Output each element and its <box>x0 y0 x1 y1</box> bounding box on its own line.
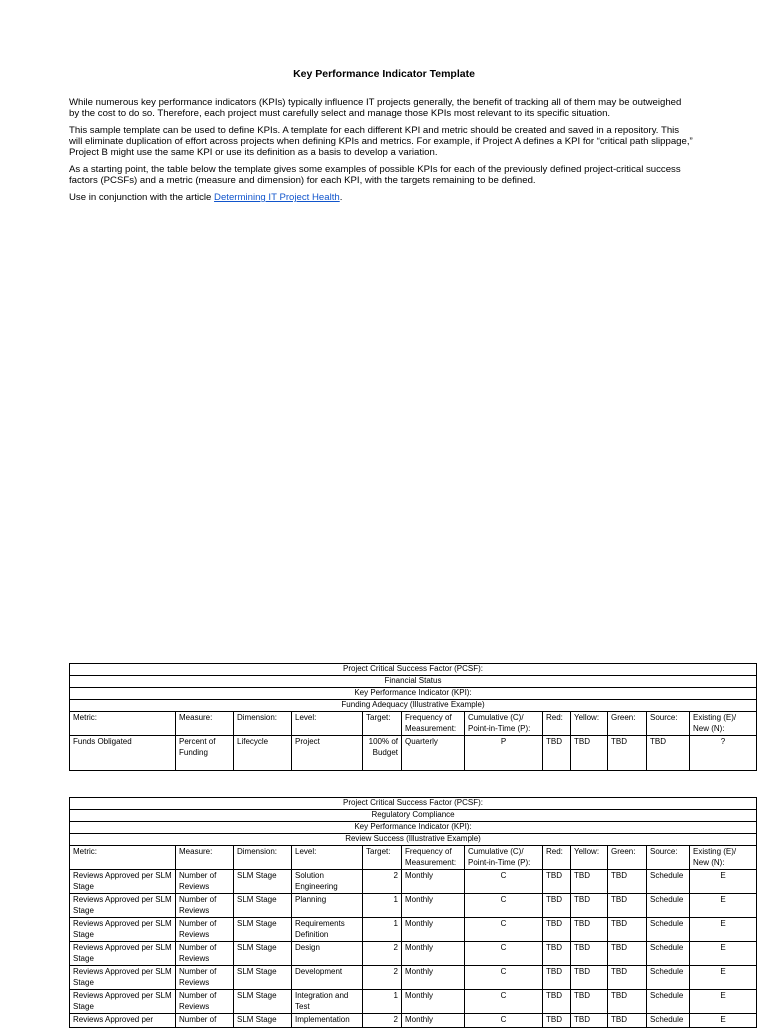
table-cell: 1 <box>363 894 402 918</box>
table-cell: TBD <box>608 736 647 771</box>
table-cell: TBD <box>608 1014 647 1028</box>
table-cell: Project <box>292 736 363 771</box>
table-cell: 1 <box>363 918 402 942</box>
banner-cell: Review Success (Illustrative Example) <box>70 834 757 846</box>
table-row <box>70 1014 757 1028</box>
table-cell: C <box>465 1014 543 1028</box>
column-header: Yellow: <box>571 712 608 736</box>
table-cell: E <box>690 966 757 990</box>
column-header: Frequency of Measurement: <box>402 846 465 870</box>
header-row <box>70 846 757 870</box>
table-cell: C <box>465 942 543 966</box>
table-cell: Requirements Definition <box>292 918 363 942</box>
intro-paragraph: As a starting point, the table below the template gives some examples of possible KPIs for each of the previously defined project-critical success factors (PCSFs) and a metric (measure and dimension) for each KPI, with the targets remaining to be defined. <box>69 164 681 186</box>
table-cell: TBD <box>571 966 608 990</box>
column-header: Level: <box>292 846 363 870</box>
column-header: Measure: <box>176 846 234 870</box>
table-cell: Monthly <box>402 918 465 942</box>
table-cell: Planning <box>292 894 363 918</box>
banner-cell: Project Critical Success Factor (PCSF): <box>70 798 757 810</box>
column-header: Green: <box>608 712 647 736</box>
table-row <box>70 870 757 894</box>
table-cell: TBD <box>571 1014 608 1028</box>
banner-row <box>70 834 757 846</box>
banner-cell: Regulatory Compliance <box>70 810 757 822</box>
banner-row <box>70 700 757 712</box>
table-cell: TBD <box>571 870 608 894</box>
usage-prefix: Use in conjunction with the article <box>69 192 215 203</box>
table-cell: SLM Stage <box>234 894 292 918</box>
table-cell: TBD <box>543 1014 571 1028</box>
table-cell: TBD <box>608 918 647 942</box>
table-cell: Solution Engineering <box>292 870 363 894</box>
table-cell: SLM Stage <box>234 1014 292 1028</box>
table-cell: TBD <box>608 894 647 918</box>
table-cell: 1 <box>363 990 402 1014</box>
banner-cell: Project Critical Success Factor (PCSF): <box>70 664 757 676</box>
column-header: Dimension: <box>234 712 292 736</box>
usage-paragraph <box>69 192 694 203</box>
table-cell: TBD <box>571 736 608 771</box>
table-row <box>70 990 757 1014</box>
table-cell: Reviews Approved per SLM Stage <box>70 966 176 990</box>
banner-row <box>70 810 757 822</box>
table-cell: 2 <box>363 1014 402 1028</box>
table-cell: TBD <box>543 894 571 918</box>
table-cell: C <box>465 894 543 918</box>
column-header: Target: <box>363 712 402 736</box>
table-cell: SLM Stage <box>234 966 292 990</box>
table-cell: Funds Obligated <box>70 736 176 771</box>
table-cell: Monthly <box>402 942 465 966</box>
column-header: Metric: <box>70 712 176 736</box>
table-cell: TBD <box>571 894 608 918</box>
table-cell: TBD <box>571 918 608 942</box>
table-cell: C <box>465 966 543 990</box>
column-header: Level: <box>292 712 363 736</box>
table-cell: Reviews Approved per SLM Stage <box>70 918 176 942</box>
usage-suffix: . <box>339 192 343 203</box>
table-cell: TBD <box>608 870 647 894</box>
table-cell: Schedule <box>647 870 690 894</box>
column-header: Green: <box>608 846 647 870</box>
header-row <box>70 712 757 736</box>
table-cell: Schedule <box>647 894 690 918</box>
table-cell: Integration and Test <box>292 990 363 1014</box>
table-cell: TBD <box>608 966 647 990</box>
table-cell: Reviews Approved per SLM Stage <box>70 870 176 894</box>
table-cell: TBD <box>543 990 571 1014</box>
banner-cell: Key Performance Indicator (KPI): <box>70 822 757 834</box>
table-cell: P <box>465 736 543 771</box>
kpi-table-regulatory-compliance <box>69 797 757 1028</box>
column-header: Yellow: <box>571 846 608 870</box>
table-cell: Development <box>292 966 363 990</box>
table-row <box>70 942 757 966</box>
column-header: Metric: <box>70 846 176 870</box>
intro-paragraph: While numerous key performance indicators (KPIs) typically influence IT projects generally, the benefit of tracking all of them may be outweighed by the cost to do so. Therefore, each project must carefully select and manage those KPIs most relevant to its specific situation. <box>69 97 682 119</box>
table-cell: Lifecycle <box>234 736 292 771</box>
table-cell: SLM Stage <box>234 918 292 942</box>
table-cell: TBD <box>571 942 608 966</box>
column-header: Measure: <box>176 712 234 736</box>
column-header: Cumulative (C)/ Point-in-Time (P): <box>465 712 543 736</box>
table-cell: 2 <box>363 870 402 894</box>
column-header: Cumulative (C)/ Point-in-Time (P): <box>465 846 543 870</box>
table-cell: Number of Reviews <box>176 894 234 918</box>
table-cell: TBD <box>608 942 647 966</box>
table-cell: E <box>690 990 757 1014</box>
table-cell: E <box>690 894 757 918</box>
table-cell: Schedule <box>647 942 690 966</box>
column-header: Source: <box>647 712 690 736</box>
intro-text <box>69 97 694 209</box>
table-cell: C <box>465 870 543 894</box>
table-cell: E <box>690 870 757 894</box>
table-cell: Implementation <box>292 1014 363 1028</box>
document-title: Key Performance Indicator Template <box>293 68 475 80</box>
table-cell: Number of Reviews <box>176 870 234 894</box>
column-header: Existing (E)/ New (N): <box>690 846 757 870</box>
table-cell: E <box>690 918 757 942</box>
table-cell: Reviews Approved per <box>70 1014 176 1028</box>
table-cell: TBD <box>608 990 647 1014</box>
table-cell: TBD <box>571 990 608 1014</box>
table-cell: 2 <box>363 966 402 990</box>
table-cell: E <box>690 1014 757 1028</box>
table-row <box>70 966 757 990</box>
column-header: Red: <box>543 846 571 870</box>
table-cell: Monthly <box>402 1014 465 1028</box>
column-header: Red: <box>543 712 571 736</box>
banner-row <box>70 688 757 700</box>
column-header: Source: <box>647 846 690 870</box>
banner-cell: Key Performance Indicator (KPI): <box>70 688 757 700</box>
table-cell: Number of Reviews <box>176 966 234 990</box>
column-header: Dimension: <box>234 846 292 870</box>
table-cell: 100% of Budget <box>363 736 402 771</box>
table-cell: E <box>690 942 757 966</box>
table-cell: Percent of Funding <box>176 736 234 771</box>
table-cell: 2 <box>363 942 402 966</box>
table-cell: Number of <box>176 1014 234 1028</box>
table-cell: TBD <box>543 942 571 966</box>
banner-row <box>70 798 757 810</box>
table-row <box>70 894 757 918</box>
table-cell: SLM Stage <box>234 990 292 1014</box>
table-cell: Monthly <box>402 894 465 918</box>
table-cell: Schedule <box>647 966 690 990</box>
table-cell: SLM Stage <box>234 942 292 966</box>
table-row <box>70 918 757 942</box>
table-cell: Reviews Approved per SLM Stage <box>70 894 176 918</box>
table-cell: Reviews Approved per SLM Stage <box>70 942 176 966</box>
table-cell: Design <box>292 942 363 966</box>
banner-row <box>70 822 757 834</box>
table-cell: TBD <box>543 918 571 942</box>
table-cell: Number of Reviews <box>176 918 234 942</box>
table-cell: TBD <box>543 870 571 894</box>
table-cell: Schedule <box>647 1014 690 1028</box>
table-cell: Monthly <box>402 990 465 1014</box>
table-cell: ? <box>690 736 757 771</box>
banner-row <box>70 676 757 688</box>
article-link[interactable]: Determining IT Project Health <box>214 192 340 203</box>
table-cell: Quarterly <box>402 736 465 771</box>
table-cell: Monthly <box>402 870 465 894</box>
table-row <box>70 736 757 771</box>
table-cell: TBD <box>543 736 571 771</box>
table-cell: Schedule <box>647 990 690 1014</box>
table-cell: SLM Stage <box>234 870 292 894</box>
table-cell: Number of Reviews <box>176 990 234 1014</box>
column-header: Existing (E)/ New (N): <box>690 712 757 736</box>
table-cell: Reviews Approved per SLM Stage <box>70 990 176 1014</box>
table-cell: TBD <box>647 736 690 771</box>
table-cell: Number of Reviews <box>176 942 234 966</box>
table-cell: TBD <box>543 966 571 990</box>
table-cell: C <box>465 990 543 1014</box>
banner-cell: Funding Adequacy (Illustrative Example) <box>70 700 757 712</box>
kpi-table-financial-status <box>69 663 757 771</box>
column-header: Target: <box>363 846 402 870</box>
table-cell: Monthly <box>402 966 465 990</box>
table-cell: Schedule <box>647 918 690 942</box>
intro-paragraph: This sample template can be used to define KPIs. A template for each different KPI and metric should be created and saved in a repository. This will eliminate duplication of effort across projects when defining KPIs and metrics. For example, if Project A defines a KPI for “critical path slippage,” Project B might use the same KPI or use its definition as a basis to develop a variation. <box>69 125 693 158</box>
banner-cell: Financial Status <box>70 676 757 688</box>
column-header: Frequency of Measurement: <box>402 712 465 736</box>
banner-row <box>70 664 757 676</box>
table-cell: C <box>465 918 543 942</box>
